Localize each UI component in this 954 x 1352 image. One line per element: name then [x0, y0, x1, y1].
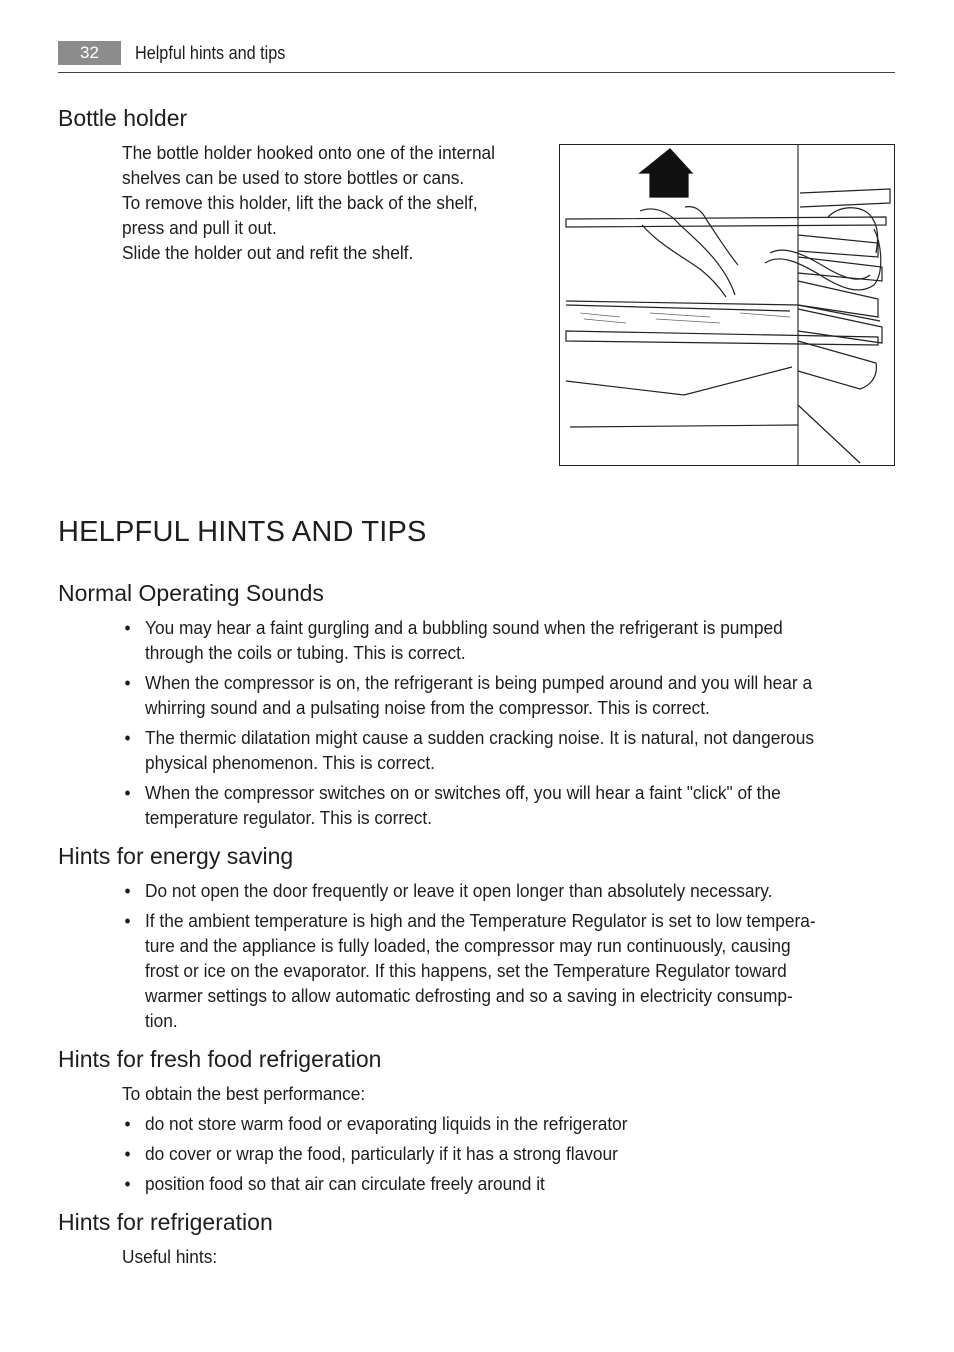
- list-item: [124, 1141, 880, 1166]
- section-heading-energy-saving: Hints for energy saving: [58, 843, 294, 869]
- list-item: [124, 615, 880, 665]
- section-heading-normal-sounds: Normal Operating Sounds: [58, 580, 324, 606]
- section-heading-fresh-food: Hints for fresh food refrigeration: [58, 1046, 382, 1072]
- list-item-line: ture and the appliance is fully loaded, the compressor may run continuously, causing: [145, 935, 791, 956]
- running-title: Helpful hints and tips: [135, 43, 286, 63]
- bullet: •: [124, 1113, 131, 1134]
- section-heading-bottle-holder: Bottle holder: [58, 105, 188, 131]
- paragraph-line: To remove this holder, lift the back of the shelf,: [122, 192, 478, 213]
- list-item-line: tion.: [145, 1010, 178, 1031]
- list-item-line: through the coils or tubing. This is correct.: [145, 642, 466, 663]
- up-arrow-icon: [640, 149, 692, 197]
- bullet: •: [124, 672, 131, 693]
- bullet: •: [124, 1143, 131, 1164]
- bullet: •: [124, 727, 131, 748]
- page-number: 32: [58, 41, 121, 65]
- list-item: [124, 780, 880, 830]
- list-item-line: Do not open the door frequently or leave it open longer than absolutely necessary.: [145, 880, 773, 901]
- list-item-line: When the compressor is on, the refrigerant is being pumped around and you will hear a: [145, 672, 813, 693]
- bullet: •: [124, 782, 131, 803]
- paragraph-line: press and pull it out.: [122, 217, 277, 238]
- list-item-line: do cover or wrap the food, particularly if it has a strong flavour: [145, 1143, 618, 1164]
- list-item-line: If the ambient temperature is high and the Temperature Regulator is set to low tempera-: [145, 910, 816, 931]
- list-item-line: temperature regulator. This is correct.: [145, 807, 433, 828]
- bottle-holder-illustration: [559, 144, 895, 466]
- list-item-line: When the compressor switches on or switches off, you will hear a faint "click" of the: [145, 782, 781, 803]
- list-item: [124, 670, 880, 720]
- fresh-food-intro: To obtain the best performance:: [122, 1083, 366, 1104]
- list-item-line: whirring sound and a pulsating noise from the compressor. This is correct.: [145, 697, 710, 718]
- list-item-line: warmer settings to allow automatic defrosting and so a saving in electricity consump-: [145, 985, 793, 1006]
- list-item-line: position food so that air can circulate freely around it: [145, 1173, 545, 1194]
- paragraph-line: shelves can be used to store bottles or cans.: [122, 167, 465, 188]
- list-item-line: The thermic dilatation might cause a sudden cracking noise. It is natural, not dangerous: [145, 727, 815, 748]
- energy-saving-list: [124, 878, 896, 1038]
- bullet: •: [124, 910, 131, 931]
- bottle-holder-figure-svg: [560, 145, 894, 465]
- list-item-line: physical phenomenon. This is correct.: [145, 752, 435, 773]
- list-item: [124, 1171, 880, 1196]
- fresh-food-list: [124, 1111, 880, 1201]
- paragraph-line: Slide the holder out and refit the shelf.: [122, 242, 414, 263]
- bullet: •: [124, 880, 131, 901]
- list-item-line: frost or ice on the evaporator. If this happens, set the Temperature Regulator toward: [145, 960, 787, 981]
- list-item-line: You may hear a faint gurgling and a bubbling sound when the refrigerant is pumped: [145, 617, 783, 638]
- normal-sounds-list: [124, 615, 880, 835]
- bottle-holder-text: [122, 140, 541, 265]
- list-item: [124, 725, 880, 775]
- list-item: [124, 878, 896, 903]
- list-item: [124, 908, 896, 1033]
- main-title: HELPFUL HINTS AND TIPS: [58, 516, 427, 548]
- page-header: [58, 40, 895, 73]
- refrigeration-intro: Useful hints:: [122, 1246, 218, 1267]
- bullet: •: [124, 1173, 131, 1194]
- list-item-line: do not store warm food or evaporating liquids in the refrigerator: [145, 1113, 628, 1134]
- paragraph-line: The bottle holder hooked onto one of the internal: [122, 142, 496, 163]
- list-item: [124, 1111, 880, 1136]
- section-heading-refrigeration: Hints for refrigeration: [58, 1209, 273, 1235]
- bullet: •: [124, 617, 131, 638]
